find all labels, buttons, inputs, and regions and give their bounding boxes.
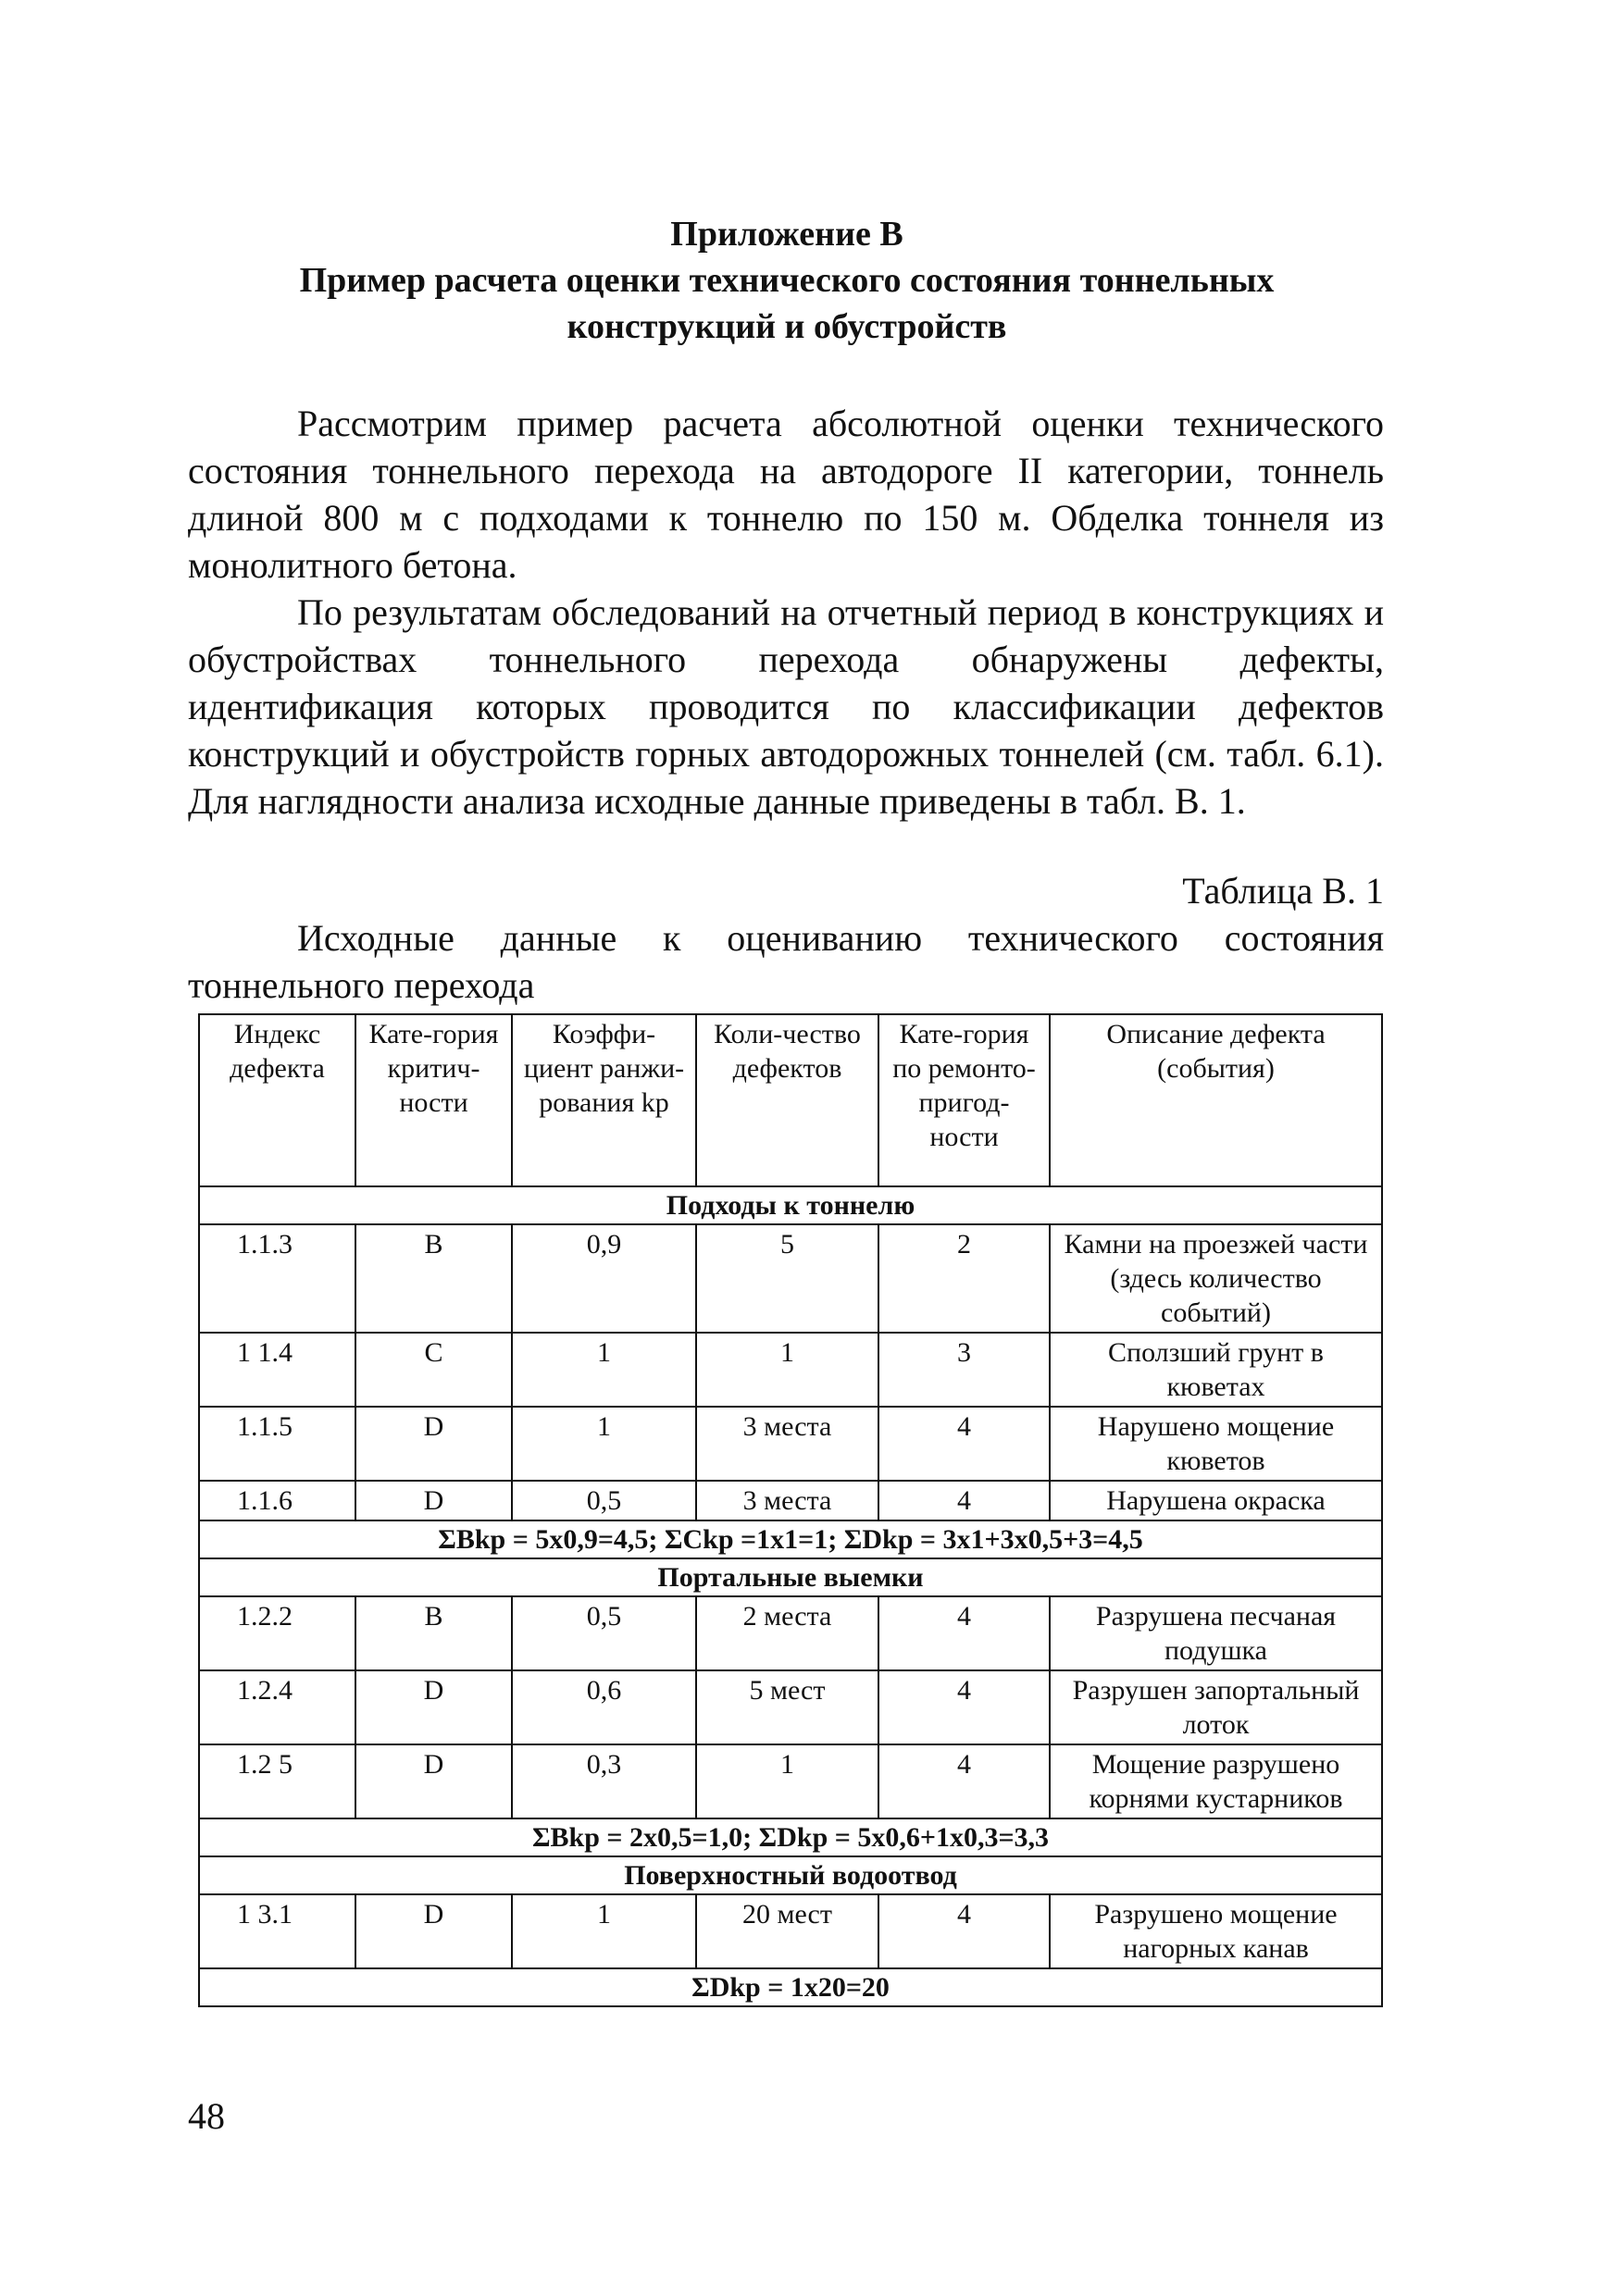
table-row — [199, 1670, 1382, 1744]
cell-coefficient: 0,6 — [512, 1670, 696, 1744]
section-title: Портальные выемки — [199, 1558, 1382, 1596]
appendix-title-line-1: Пример расчета оценки технического состояния тоннельных — [299, 261, 1275, 300]
table-caption-line-2: тоннельного перехода — [188, 964, 535, 1006]
cell-count: 3 места — [696, 1407, 878, 1481]
cell-description: Мощение разрушено корнями кустарников — [1050, 1744, 1382, 1818]
cell-description: Камни на проезжей части (здесь количество событий) — [1050, 1224, 1382, 1333]
cell-description: Нарушено мощение кюветов — [1050, 1407, 1382, 1481]
section-row — [199, 1558, 1382, 1596]
cell-criticality: C — [355, 1333, 512, 1407]
cell-coefficient: 0,9 — [512, 1224, 696, 1333]
section-sum: ΣBkр = 5x0,9=4,5; ΣCkр =1x1=1; ΣDkр = 3x1+3x0,5+3=4,5 — [199, 1520, 1382, 1558]
cell-index: 1.2.4 — [199, 1670, 355, 1744]
defects-table — [198, 1013, 1383, 2007]
header-ranking-coefficient: Коэффи-циент ранжи-рования kр — [512, 1014, 696, 1186]
cell-count: 3 места — [696, 1481, 878, 1520]
page-number: 48 — [188, 2095, 225, 2137]
cell-repairability: 4 — [878, 1596, 1050, 1670]
header-criticality-category: Кате-гория критич-ности — [355, 1014, 512, 1186]
paragraph-1: Рассмотрим пример расчета абсолютной оценки технического состояния тоннельного перехода на автодороге II категории, тоннель длиной 800 м с подходами к тоннелю по 150 м. Обделка тоннеля из монолитного бетона. — [188, 403, 1384, 586]
cell-index: 1.1.6 — [199, 1481, 355, 1520]
cell-criticality: D — [355, 1894, 512, 1968]
cell-criticality: D — [355, 1481, 512, 1520]
table-row — [199, 1407, 1382, 1481]
cell-description: Сползший грунт в кюветах — [1050, 1333, 1382, 1407]
table-row — [199, 1333, 1382, 1407]
section-title: Поверхностный водоотвод — [199, 1856, 1382, 1894]
table-caption — [188, 914, 1384, 1009]
appendix-label: Приложение В — [670, 215, 903, 254]
table-label: Таблица В. 1 — [1182, 870, 1384, 912]
table-row — [199, 1744, 1382, 1818]
cell-description: Нарушена окраска — [1050, 1481, 1382, 1520]
section-row — [199, 1856, 1382, 1894]
section-sum: ΣBkр = 2x0,5=1,0; ΣDkр = 5x0,6+1x0,3=3,3 — [199, 1818, 1382, 1856]
cell-repairability: 2 — [878, 1224, 1050, 1333]
cell-criticality: D — [355, 1744, 512, 1818]
cell-description: Разрушено мощение нагорных канав — [1050, 1894, 1382, 1968]
cell-repairability: 4 — [878, 1481, 1050, 1520]
cell-coefficient: 0,5 — [512, 1596, 696, 1670]
cell-count: 1 — [696, 1333, 878, 1407]
cell-coefficient: 1 — [512, 1407, 696, 1481]
table-header-row — [199, 1014, 1382, 1186]
header-defect-count: Коли-чество дефектов — [696, 1014, 878, 1186]
sum-row — [199, 1968, 1382, 2006]
table-row — [199, 1224, 1382, 1333]
header-defect-description: Описание дефекта (события) — [1050, 1014, 1382, 1186]
cell-criticality: D — [355, 1670, 512, 1744]
cell-repairability: 4 — [878, 1670, 1050, 1744]
header-defect-index: Индекс дефекта — [199, 1014, 355, 1186]
cell-criticality: D — [355, 1407, 512, 1481]
cell-coefficient: 0,5 — [512, 1481, 696, 1520]
cell-count: 1 — [696, 1744, 878, 1818]
cell-criticality: B — [355, 1596, 512, 1670]
table-caption-line-1: Исходные данные к оцениванию технического состояния — [297, 917, 1384, 959]
table-row — [199, 1894, 1382, 1968]
cell-count: 5 мест — [696, 1670, 878, 1744]
body-text — [188, 400, 1384, 825]
cell-coefficient: 0,3 — [512, 1744, 696, 1818]
cell-description: Разрушена песчаная подушка — [1050, 1596, 1382, 1670]
header-repairability-category: Кате-гория по ремонто-пригод-ности — [878, 1014, 1050, 1186]
cell-count: 20 мест — [696, 1894, 878, 1968]
cell-repairability: 4 — [878, 1894, 1050, 1968]
cell-repairability: 4 — [878, 1407, 1050, 1481]
sum-row — [199, 1818, 1382, 1856]
cell-count: 2 места — [696, 1596, 878, 1670]
section-row — [199, 1186, 1382, 1224]
appendix-heading — [185, 211, 1389, 350]
cell-repairability: 4 — [878, 1744, 1050, 1818]
table-row — [199, 1596, 1382, 1670]
cell-index: 1.1.5 — [199, 1407, 355, 1481]
sum-row — [199, 1520, 1382, 1558]
cell-repairability: 3 — [878, 1333, 1050, 1407]
cell-description: Разрушен запортальный лоток — [1050, 1670, 1382, 1744]
cell-coefficient: 1 — [512, 1894, 696, 1968]
section-sum: ΣDkр = 1x20=20 — [199, 1968, 1382, 2006]
cell-index: 1.2.2 — [199, 1596, 355, 1670]
table-row — [199, 1481, 1382, 1520]
cell-count: 5 — [696, 1224, 878, 1333]
paragraph-2: По результатам обследований на отчетный период в конструкциях и обустройствах тоннельного перехода обнаружены дефекты, идентификация которых проводится по классификации дефектов конструкций и обустройств горных автодорожных тоннелей (см. табл. 6.1). Для наглядности анализа исходные данные приведены в табл. В. 1. — [188, 591, 1384, 822]
section-title: Подходы к тоннелю — [199, 1186, 1382, 1224]
cell-index: 1.1.3 — [199, 1224, 355, 1333]
cell-index: 1 3.1 — [199, 1894, 355, 1968]
appendix-title-line-2: конструкций и обустройств — [567, 307, 1007, 346]
cell-index: 1.2 5 — [199, 1744, 355, 1818]
cell-index: 1 1.4 — [199, 1333, 355, 1407]
cell-criticality: B — [355, 1224, 512, 1333]
cell-coefficient: 1 — [512, 1333, 696, 1407]
